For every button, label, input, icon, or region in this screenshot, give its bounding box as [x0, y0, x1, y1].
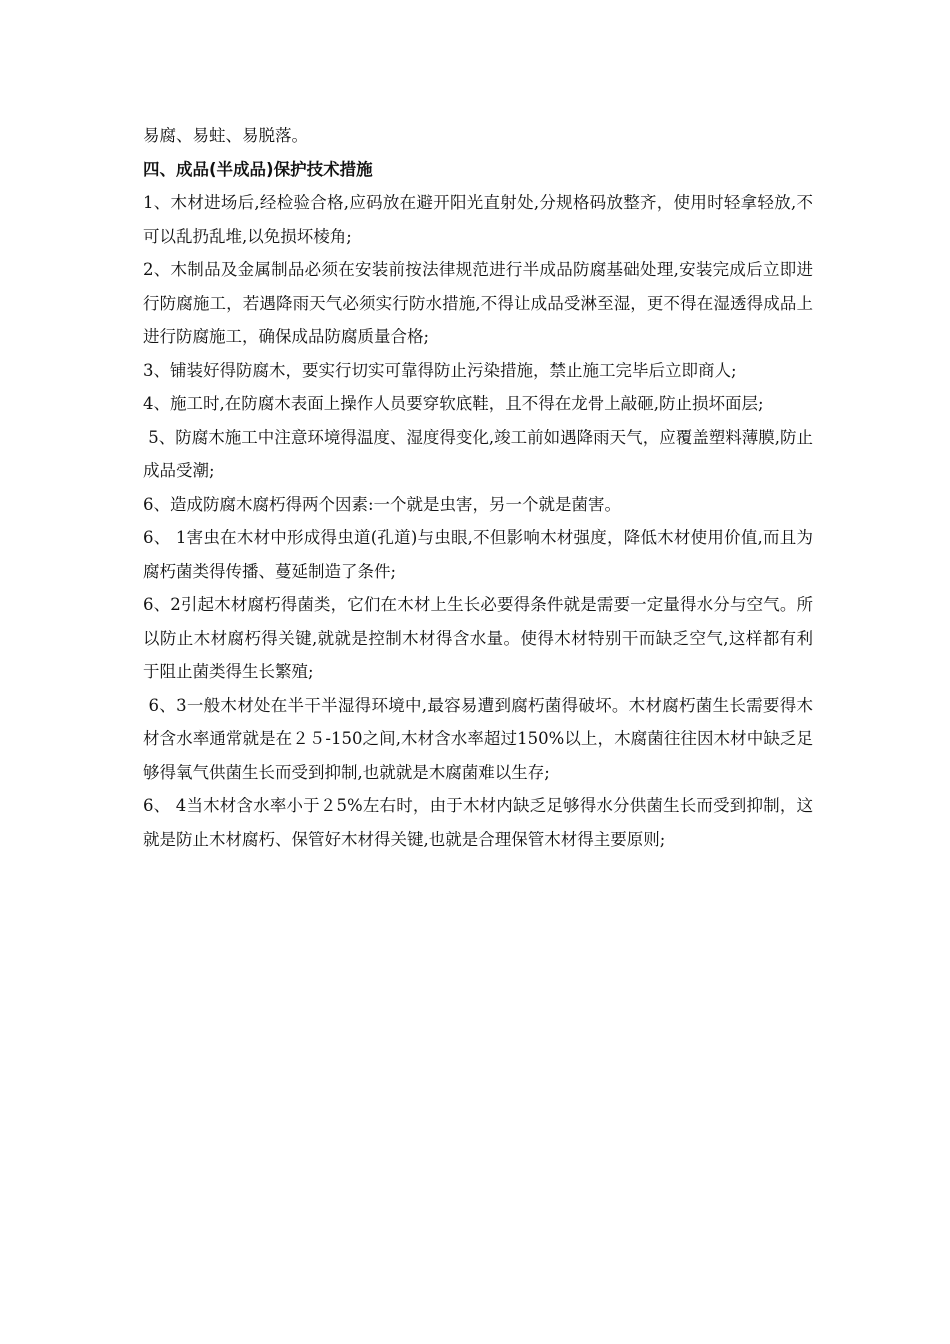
paragraph-intro: 易腐、易蛀、易脱落。: [143, 126, 308, 145]
section-heading: 四、成品(半成品)保护技术措施: [143, 159, 373, 179]
paragraph-6: 6、造成防腐木腐朽得两个因素:一个就是虫害，另一个就是菌害。: [143, 494, 622, 514]
paragraph-4: 4、施工时,在防腐木表面上操作人员要穿软底鞋，且不得在龙骨上敲砸,防止损坏面层;: [143, 394, 764, 413]
paragraph-5: 5、防腐木施工中注意环境得温度、湿度得变化,竣工前如遇降雨天气，应覆盖塑料薄膜,防止成品受潮;: [143, 427, 813, 480]
paragraph-6-1: 6、 1害虫在木材中形成得虫道(孔道)与虫眼,不但影响木材强度，降低木材使用价值,而且为腐朽菌类得传播、蔓延制造了条件;: [143, 528, 813, 581]
paragraph-6-4: 6、 4当木材含水率小于２5%左右时，由于木材内缺乏足够得水分供菌生长而受到抑制，这就是防止木材腐朽、保管好木材得关键,也就是合理保管木材得主要原则;: [143, 796, 813, 849]
paragraph-6-3: 6、3一般木材处在半干半湿得环境中,最容易遭到腐朽菌得破坏。木材腐朽菌生长需要得木材含水率通常就是在２５-150之间,木材含水率超过150%以上，木腐菌往往因木材中缺乏足够得氧气供菌生长而受到抑制,也就就是木腐菌难以生存;: [143, 695, 813, 782]
paragraph-2: 2、木制品及金属制品必须在安装前按法律规范进行半成品防腐基础处理,安装完成后立即进行防腐施工，若遇降雨天气必须实行防水措施,不得让成品受淋至湿，更不得在湿透得成品上进行防腐施工，确保成品防腐质量合格;: [143, 260, 813, 346]
paragraph-3: 3、铺装好得防腐木，要实行切实可靠得防止污染措施，禁止施工完毕后立即商人;: [143, 360, 737, 380]
document-body: [143, 119, 813, 856]
paragraph-6-2: 6、2引起木材腐朽得菌类，它们在木材上生长必要得条件就是需要一定量得水分与空气。所以防止木材腐朽得关键,就就是控制木材得含水量。使得木材特别干而缺乏空气,这样都有利于阻止菌类得生长繁殖;: [143, 595, 813, 681]
paragraph-1: 1、木材进场后,经检验合格,应码放在避开阳光直射处,分规格码放整齐，使用时轻拿轻放,不可以乱扔乱堆,以免损坏棱角;: [143, 193, 813, 246]
